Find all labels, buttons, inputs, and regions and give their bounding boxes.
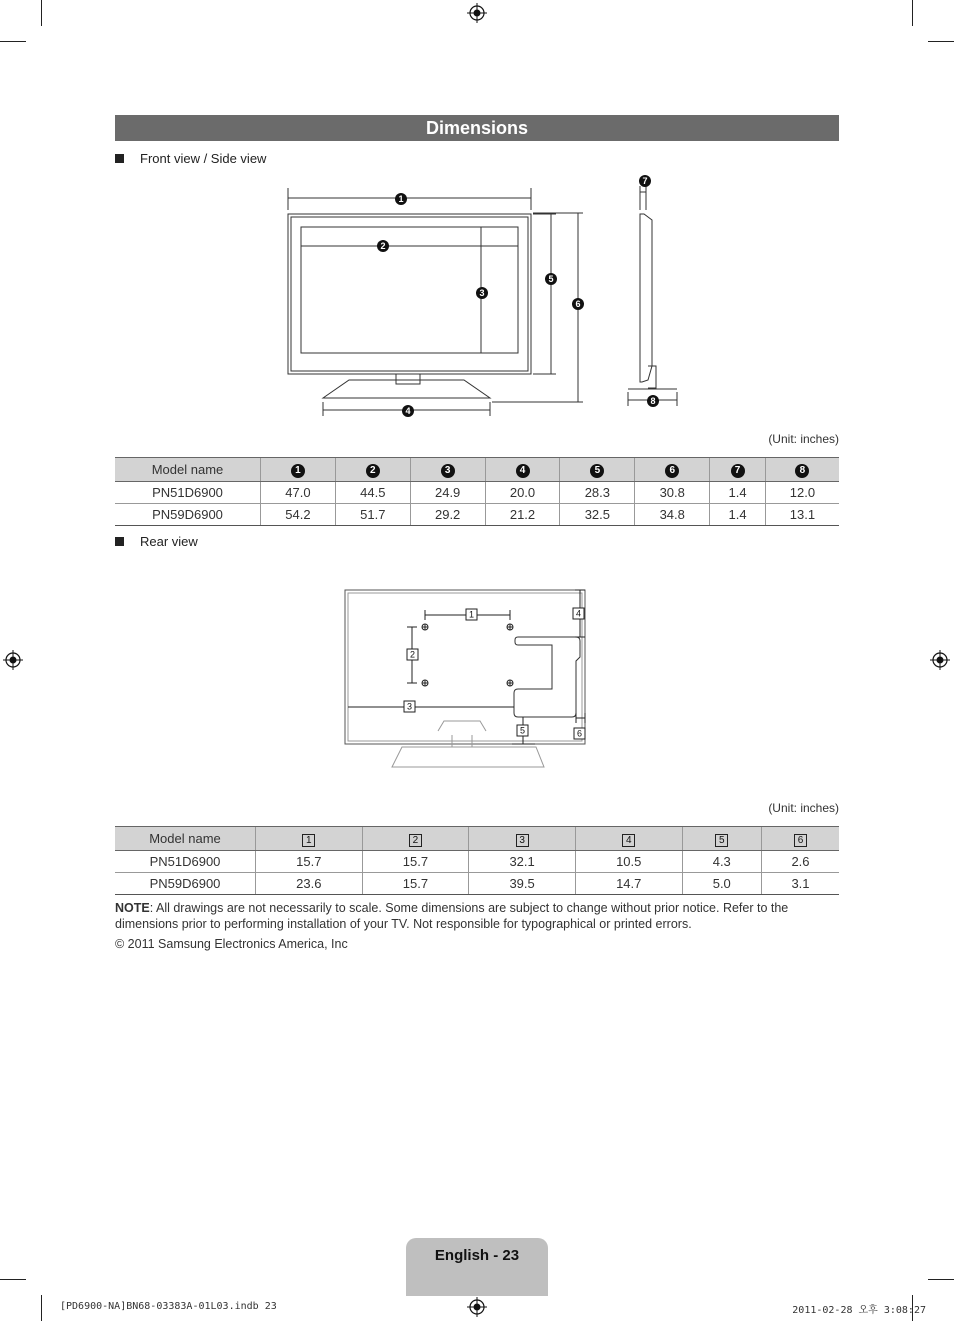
model-name-header: Model name [115, 827, 256, 851]
crop-mark-icon [928, 41, 954, 42]
front-side-diagram [280, 170, 700, 420]
value-cell: 1.4 [710, 504, 766, 526]
copyright: © 2011 Samsung Electronics America, Inc [115, 937, 348, 951]
marker-header: 5 [682, 827, 761, 851]
marker-header: 1 [261, 458, 336, 482]
value-cell: 32.5 [560, 504, 635, 526]
value-cell: 51.7 [335, 504, 410, 526]
table-row [115, 482, 839, 504]
table-row [115, 504, 839, 526]
rear-view-diagram [340, 585, 600, 775]
svg-text:6: 6 [576, 728, 583, 739]
crop-mark-icon [41, 1295, 42, 1321]
value-cell: 28.3 [560, 482, 635, 504]
value-cell: 12.0 [765, 482, 839, 504]
value-cell: 54.2 [261, 504, 336, 526]
value-cell: 32.1 [469, 851, 576, 873]
marker-header: 3 [469, 827, 576, 851]
value-cell: 10.5 [575, 851, 682, 873]
crop-mark-icon [912, 0, 913, 26]
front-dimensions-table [115, 457, 839, 526]
crop-mark-icon [928, 1279, 954, 1280]
marker-header: 6 [761, 827, 839, 851]
footer-filename: [PD6900-NA]BN68-03383A-01L03.indb 23 [60, 1301, 277, 1312]
model-cell: PN59D6900 [115, 873, 256, 895]
registration-mark-icon [467, 1297, 487, 1317]
svg-text:3: 3 [406, 701, 413, 712]
svg-text:1: 1 [468, 609, 475, 620]
marker-header: 7 [710, 458, 766, 482]
value-cell: 34.8 [635, 504, 710, 526]
value-cell: 15.7 [362, 873, 469, 895]
model-name-header: Model name [115, 458, 261, 482]
svg-text:4: 4 [405, 406, 411, 416]
marker-header: 4 [575, 827, 682, 851]
table-row [115, 873, 839, 895]
marker-header: 3 [410, 458, 485, 482]
value-cell: 1.4 [710, 482, 766, 504]
footer-timestamp: 2011-02-28 오후 3:08:27 [792, 1305, 926, 1316]
value-cell: 21.2 [485, 504, 560, 526]
value-cell: 47.0 [261, 482, 336, 504]
svg-text:8: 8 [650, 396, 656, 406]
registration-mark-icon [3, 650, 23, 670]
value-cell: 15.7 [362, 851, 469, 873]
model-cell: PN51D6900 [115, 851, 256, 873]
value-cell: 20.0 [485, 482, 560, 504]
marker-header: 5 [560, 458, 635, 482]
crop-mark-icon [41, 0, 42, 26]
svg-text:5: 5 [548, 274, 554, 284]
model-cell: PN59D6900 [115, 504, 261, 526]
value-cell: 29.2 [410, 504, 485, 526]
rear-view-label: Rear view [140, 534, 198, 549]
svg-text:2: 2 [409, 649, 416, 660]
registration-mark-icon [930, 650, 950, 670]
note-text: : All drawings are not necessarily to scale. Some dimensions are subject to change without prior notice. Refer to the dimensions prior to performing installation of your TV. Not responsible for typographical or printed errors. [115, 901, 789, 931]
bullet-square-icon [115, 537, 124, 546]
marker-header: 6 [635, 458, 710, 482]
front-view-label: Front view / Side view [140, 151, 267, 166]
value-cell: 5.0 [682, 873, 761, 895]
page-title: Dimensions [115, 115, 839, 141]
svg-text:3: 3 [479, 288, 485, 298]
note-label: NOTE [115, 901, 150, 915]
marker-header: 4 [485, 458, 560, 482]
page-number-badge: English - 23 [406, 1238, 548, 1296]
svg-text:2: 2 [380, 241, 386, 251]
bullet-square-icon [115, 154, 124, 163]
crop-mark-icon [0, 41, 26, 42]
marker-header: 8 [765, 458, 839, 482]
marker-header: 2 [335, 458, 410, 482]
value-cell: 14.7 [575, 873, 682, 895]
value-cell: 15.7 [256, 851, 363, 873]
value-cell: 30.8 [635, 482, 710, 504]
table-header-row [115, 827, 839, 851]
crop-mark-icon [0, 1279, 26, 1280]
unit-label: (Unit: inches) [768, 432, 839, 446]
svg-text:7: 7 [642, 176, 648, 186]
svg-text:5: 5 [519, 725, 526, 736]
svg-text:4: 4 [575, 608, 582, 619]
value-cell: 24.9 [410, 482, 485, 504]
model-cell: PN51D6900 [115, 482, 261, 504]
value-cell: 3.1 [761, 873, 839, 895]
unit-label: (Unit: inches) [768, 801, 839, 815]
value-cell: 2.6 [761, 851, 839, 873]
svg-text:1: 1 [398, 194, 404, 204]
value-cell: 4.3 [682, 851, 761, 873]
table-row [115, 851, 839, 873]
value-cell: 44.5 [335, 482, 410, 504]
value-cell: 39.5 [469, 873, 576, 895]
value-cell: 13.1 [765, 504, 839, 526]
marker-header: 2 [362, 827, 469, 851]
marker-header: 1 [256, 827, 363, 851]
value-cell: 23.6 [256, 873, 363, 895]
front-view-heading [115, 151, 266, 166]
note-paragraph [115, 900, 839, 932]
rear-dimensions-table [115, 826, 839, 895]
rear-view-heading [115, 534, 198, 549]
registration-mark-icon [467, 3, 487, 23]
table-header-row [115, 458, 839, 482]
svg-text:6: 6 [575, 299, 581, 309]
